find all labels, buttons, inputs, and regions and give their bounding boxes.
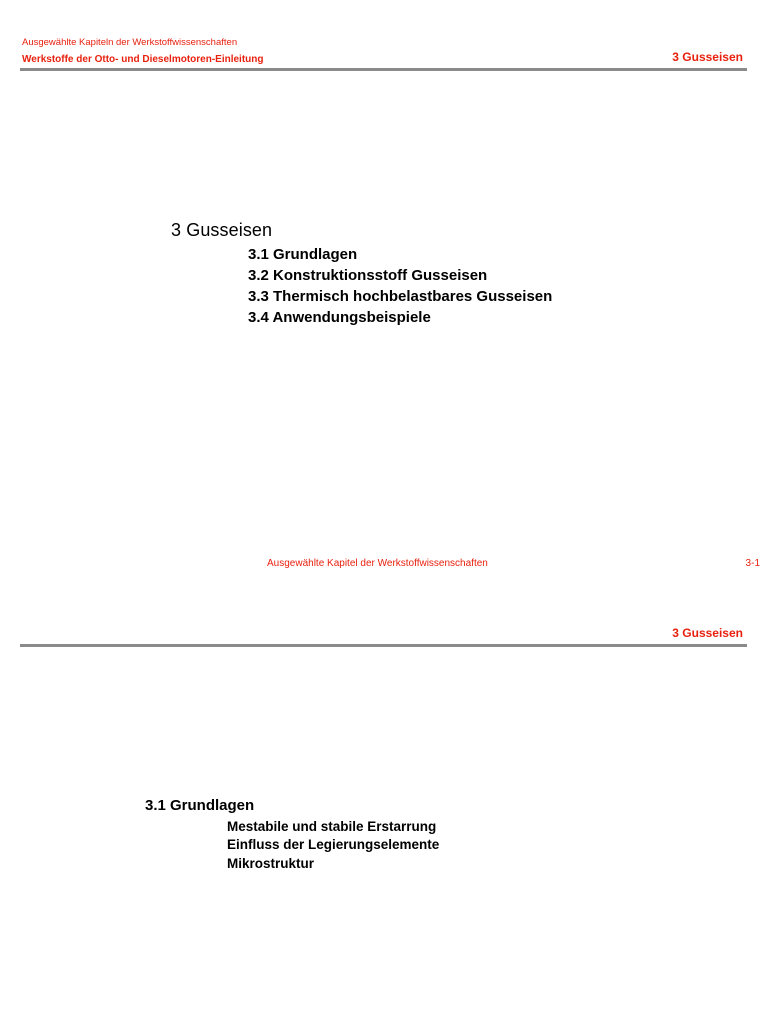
header-chapter-label: 3 Gusseisen: [672, 626, 743, 640]
list-item: Einfluss der Legierungselemente: [227, 837, 440, 852]
list-item: Mikrostruktur: [227, 856, 315, 871]
chapter-title: 3 Gusseisen: [171, 220, 273, 240]
toc-item: 3.3 Thermisch hochbelastbares Gusseisen: [248, 288, 553, 305]
list-item: Mestabile und stabile Erstarrung: [227, 819, 437, 834]
toc-item: 3.1 Grundlagen: [248, 246, 358, 263]
toc-item: 3.4 Anwendungsbeispiele: [248, 309, 431, 326]
header-chapter-label: 3 Gusseisen: [672, 50, 743, 64]
footer-text: Ausgewählte Kapitel der Werkstoffwissenschaften: [267, 558, 488, 569]
header-course-title: Ausgewählte Kapiteln der Werkstoffwissenschaften: [22, 37, 238, 48]
header-rule: [20, 68, 747, 71]
page-number: 3-1: [745, 558, 760, 569]
toc-item: 3.2 Konstruktionsstoff Gusseisen: [248, 267, 488, 284]
header-rule: [20, 644, 747, 647]
header-subtitle: Werkstoffe der Otto- und Dieselmotoren-Einleitung: [22, 54, 264, 65]
section-title: 3.1 Grundlagen: [145, 797, 255, 814]
